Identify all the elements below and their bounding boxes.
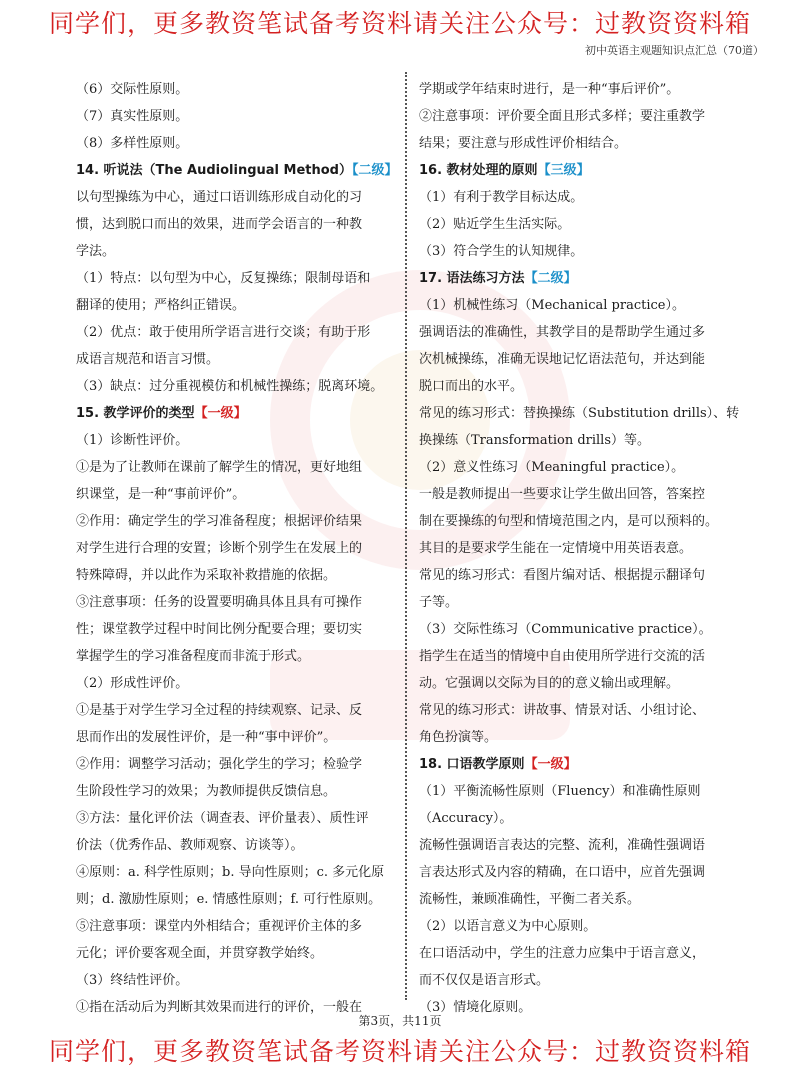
text-line-content: 常见的练习形式：看图片编对话、根据提示翻译句	[419, 568, 706, 583]
text-line	[419, 373, 737, 400]
text-line-content: 翻译的使用；严格纠正错误。	[76, 298, 246, 313]
text-line-content: （1）机械性练习（Mechanical practice）。	[419, 298, 685, 313]
text-line	[419, 508, 737, 535]
text-line	[76, 373, 392, 400]
text-line	[76, 454, 392, 481]
text-line-content: 指学生在适当的情境中自由使用所学进行交流的活	[419, 649, 706, 664]
section-heading	[419, 751, 737, 778]
text-line-content: 强调语法的准确性，其教学目的是帮助学生通过多	[419, 325, 706, 340]
text-line	[419, 616, 737, 643]
text-line-content: 常见的练习形式：讲故事、情景对话、小组讨论、	[419, 703, 706, 718]
text-line	[76, 265, 392, 292]
text-line	[76, 238, 392, 265]
text-line	[76, 589, 392, 616]
text-line	[419, 427, 737, 454]
text-line-content: ①是为了让教师在课前了解学生的情况，更好地组	[76, 460, 363, 475]
text-line	[419, 184, 737, 211]
text-line-content: 流畅性，兼顾准确性，平衡二者关系。	[419, 892, 641, 907]
text-line-content: （3）情境化原则。	[419, 1000, 532, 1015]
text-line-content: 动。它强调以交际为目的的意义输出或理解。	[419, 676, 680, 691]
text-line	[419, 535, 737, 562]
text-line	[76, 535, 392, 562]
section-heading-text: 17. 语法练习方法	[419, 271, 525, 286]
text-line	[419, 940, 737, 967]
text-line	[76, 670, 392, 697]
text-line	[419, 697, 737, 724]
text-line	[419, 589, 737, 616]
text-line	[419, 292, 737, 319]
section-heading	[76, 400, 392, 427]
text-line-content: （2）贴近学生生活实际。	[419, 217, 571, 232]
text-line-content: （3）终结性评价。	[76, 973, 189, 988]
text-line	[76, 832, 392, 859]
section-heading-text: 14. 听说法（The Audiolingual Method）	[76, 163, 352, 178]
text-line-content: 流畅性强调语言表达的完整、流利，准确性强调语	[419, 838, 706, 853]
text-line-content: （3）交际性练习（Communicative practice）。	[419, 622, 712, 637]
section-heading-text: 18. 口语教学原则	[419, 757, 525, 772]
text-line-content: 生阶段性学习的效果；为教师提供反馈信息。	[76, 784, 337, 799]
difficulty-level-badge: 【三级】	[537, 163, 590, 178]
page-number: 第3页，共11页	[358, 1014, 442, 1028]
section-heading	[419, 265, 737, 292]
text-line	[76, 346, 392, 373]
text-line-content: 成语言规范和语言习惯。	[76, 352, 220, 367]
text-line	[76, 319, 392, 346]
text-line-content: 结果；要注意与形成性评价相结合。	[419, 136, 628, 151]
bottom-promo-banner: 同学们，更多教资笔试备考资料请关注公众号：过教资资料箱	[48, 1037, 751, 1066]
text-line	[76, 886, 392, 913]
text-line	[419, 805, 737, 832]
section-heading-text: 15. 教学评价的类型	[76, 406, 195, 421]
text-line-content: ①是基于对学生学习全过程的持续观察、记录、反	[76, 703, 363, 718]
text-line-content: （7）真实性原则。	[76, 109, 189, 124]
text-line	[419, 103, 737, 130]
text-line-content: 则；d. 激励性原则；e. 情感性原则；f. 可行性原则。	[76, 892, 382, 907]
text-line	[76, 562, 392, 589]
text-line	[419, 832, 737, 859]
text-line	[76, 913, 392, 940]
text-line-content: 换操练（Transformation drills）等。	[419, 433, 651, 448]
text-line-content: ⑤注意事项：课堂内外相结合；重视评价主体的多	[76, 919, 363, 934]
text-line-content: （Accuracy）。	[419, 811, 513, 826]
text-line	[419, 724, 737, 751]
text-line	[76, 616, 392, 643]
text-line-content: 制在要操练的句型和情境范围之内，是可以预料的。	[419, 514, 719, 529]
text-line-content: 特殊障碍，并以此作为采取补救措施的依据。	[76, 568, 337, 583]
text-line	[76, 292, 392, 319]
text-line	[419, 130, 737, 157]
text-line	[419, 859, 737, 886]
text-line-content: 言表达形式及内容的精确，在口语中，应首先强调	[419, 865, 706, 880]
text-line	[76, 643, 392, 670]
text-line-content: （2）形成性评价。	[76, 676, 189, 691]
left-column	[76, 76, 398, 1015]
text-line	[76, 778, 392, 805]
text-line-content: 角色扮演等。	[419, 730, 498, 745]
text-line	[419, 967, 737, 994]
text-line-content: 对学生进行合理的安置；诊断个别学生在发展上的	[76, 541, 363, 556]
text-line-content: （2）以语言意义为中心原则。	[419, 919, 597, 934]
text-line	[419, 400, 740, 427]
text-line	[76, 940, 392, 967]
text-line-content: 学法。	[76, 244, 116, 259]
text-line-content: 元化；评价要客观全面，并贯穿教学始终。	[76, 946, 324, 961]
text-line	[419, 670, 737, 697]
text-line-content: （6）交际性原则。	[76, 82, 189, 97]
text-line-content: ③注意事项：任务的设置要明确具体且具有可操作	[76, 595, 363, 610]
text-line-content: （8）多样性原则。	[76, 136, 189, 151]
text-line-content: 学期或学年结束时进行，是一种“事后评价”。	[419, 82, 680, 97]
text-line	[419, 346, 737, 373]
text-line-content: （1）有利于教学目标达成。	[419, 190, 584, 205]
text-line-content: 一般是教师提出一些要求让学生做出回答，答案控	[419, 487, 706, 502]
difficulty-level-badge: 【一级】	[524, 757, 577, 772]
text-line	[76, 967, 392, 994]
text-line-content: （2）优点：敢于使用所学语言进行交谈；有助于形	[76, 325, 371, 340]
text-line	[76, 805, 392, 832]
text-line-content: （3）符合学生的认知规律。	[419, 244, 584, 259]
text-line-content: ④原则：a. 科学性原则；b. 导向性原则；c. 多元化原	[76, 865, 385, 880]
text-line	[76, 184, 392, 211]
section-heading	[419, 157, 737, 184]
text-line-content: ①指在活动后为判断其效果而进行的评价，一般在	[76, 1000, 363, 1015]
text-line-content: ③方法：量化评价法（调查表、评价量表）、质性评	[76, 811, 369, 826]
text-line	[419, 76, 737, 103]
document-header: 初中英语主观题知识点汇总（70道）	[585, 44, 764, 57]
text-line-content: 而不仅仅是语言形式。	[419, 973, 550, 988]
text-line-content: 次机械操练，准确无误地记忆语法范句，并达到能	[419, 352, 706, 367]
text-line-content: ②作用：调整学习活动；强化学生的学习；检验学	[76, 757, 363, 772]
top-promo-banner: 同学们，更多教资笔试备考资料请关注公众号：过教资资料箱	[48, 9, 751, 38]
text-line-content: 织课堂，是一种“事前评价”。	[76, 487, 246, 502]
text-line-content: 子等。	[419, 595, 459, 610]
text-line	[419, 913, 737, 940]
text-line	[419, 481, 737, 508]
text-line	[419, 211, 737, 238]
text-line-content: （2）意义性练习（Meaningful practice）。	[419, 460, 685, 475]
text-line-content: （1）平衡流畅性原则（Fluency）和准确性原则	[419, 784, 701, 799]
difficulty-level-badge: 【一级】	[194, 406, 247, 421]
text-line	[76, 481, 392, 508]
text-line-content: 常见的练习形式：替换操练（Substitution drills）、转	[419, 406, 740, 421]
text-line	[419, 238, 737, 265]
text-line	[76, 130, 392, 157]
text-line	[419, 454, 737, 481]
section-heading-text: 16. 教材处理的原则	[419, 163, 538, 178]
text-line-content: （1）特点：以句型为中心，反复操练；限制母语和	[76, 271, 371, 286]
text-line-content: 掌握学生的学习准备程度而非流于形式。	[76, 649, 311, 664]
text-line-content: ②注意事项：评价要全面且形式多样；要注重教学	[419, 109, 706, 124]
text-line	[419, 886, 737, 913]
text-line	[76, 751, 392, 778]
difficulty-level-badge: 【二级】	[351, 163, 398, 178]
text-line	[419, 778, 737, 805]
text-line	[76, 697, 392, 724]
text-line	[419, 643, 737, 670]
section-heading	[76, 157, 398, 184]
text-line-content: 价法（优秀作品、教师观察、访谈等）。	[76, 838, 304, 853]
text-line	[76, 103, 392, 130]
text-line-content: 思而作出的发展性评价，是一种“事中评价”。	[76, 730, 337, 745]
text-line-content: （1）诊断性评价。	[76, 433, 189, 448]
text-line-content: （3）缺点：过分重视模仿和机械性操练；脱离环境。	[76, 379, 384, 394]
text-line-content: 性；课堂教学过程中时间比例分配要合理；要切实	[76, 622, 363, 637]
text-line-content: 其目的是要求学生能在一定情境中用英语表意。	[419, 541, 693, 556]
difficulty-level-badge: 【二级】	[524, 271, 577, 286]
right-column	[419, 76, 740, 1015]
text-line	[76, 427, 392, 454]
text-line-content: ②作用：确定学生的学习准备程度；根据评价结果	[76, 514, 363, 529]
text-line	[76, 859, 392, 886]
text-line-content: 脱口而出的水平。	[419, 379, 524, 394]
text-line	[76, 76, 392, 103]
column-divider	[405, 72, 407, 1000]
text-line	[419, 319, 737, 346]
text-line	[76, 508, 392, 535]
text-line-content: 在口语活动中，学生的注意力应集中于语言意义，	[419, 946, 706, 961]
text-line	[76, 724, 392, 751]
text-line-content: 惯，达到脱口而出的效果，进而学会语言的一种教	[76, 217, 363, 232]
text-line-content: 以句型操练为中心，通过口语训练形成自动化的习	[76, 190, 363, 205]
text-line	[76, 211, 392, 238]
text-line	[419, 562, 737, 589]
